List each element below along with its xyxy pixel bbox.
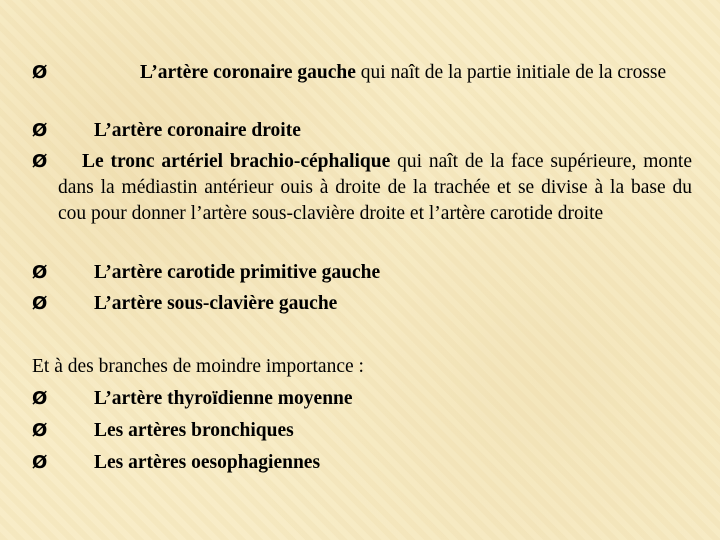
item-description: qui naît de la partie initiale de la crosse	[355, 62, 667, 83]
arrow-bullet-icon: Ø	[32, 293, 48, 314]
item-title: Les artères oesophagiennes	[94, 452, 321, 473]
list-item-carotide-gauche	[32, 260, 692, 286]
list-item-bronchiques	[32, 418, 692, 444]
item-title: L’artère sous-clavière gauche	[94, 293, 338, 314]
arrow-bullet-icon: Ø	[32, 388, 48, 409]
arrow-bullet-icon: Ø	[32, 151, 48, 172]
item-title: L’artère coronaire droite	[94, 120, 301, 141]
item-title: Les artères bronchiques	[94, 420, 294, 441]
item-title: Le tronc artériel brachio-céphalique	[82, 151, 391, 172]
arrow-bullet-icon: Ø	[32, 120, 48, 141]
arrow-bullet-icon: Ø	[32, 452, 48, 473]
arrow-bullet-icon: Ø	[32, 62, 48, 83]
list-item-sous-claviere-gauche	[32, 291, 692, 317]
section-intro: Et à des branches de moindre importance :	[32, 356, 364, 377]
list-item-tronc-brachio	[32, 149, 692, 227]
item-description: qui naît de la face supérieure, monte dans la médiastin antérieur ouis à droite de la trachée et se divise à la base du cou pour donner l’artère sous-clavière droite et l’artère carotide droite	[58, 151, 692, 224]
list-item-thyroidienne	[32, 386, 692, 412]
item-title: L’artère carotide primitive gauche	[94, 262, 381, 283]
item-title: L’artère thyroïdienne moyenne	[94, 388, 353, 409]
arrow-bullet-icon: Ø	[32, 262, 48, 283]
list-item-coronaire-gauche	[32, 60, 692, 86]
list-item-oesophagiennes	[32, 450, 692, 476]
item-title: L’artère coronaire gauche	[140, 62, 356, 83]
list-item-coronaire-droite	[32, 118, 692, 144]
arrow-bullet-icon: Ø	[32, 420, 48, 441]
